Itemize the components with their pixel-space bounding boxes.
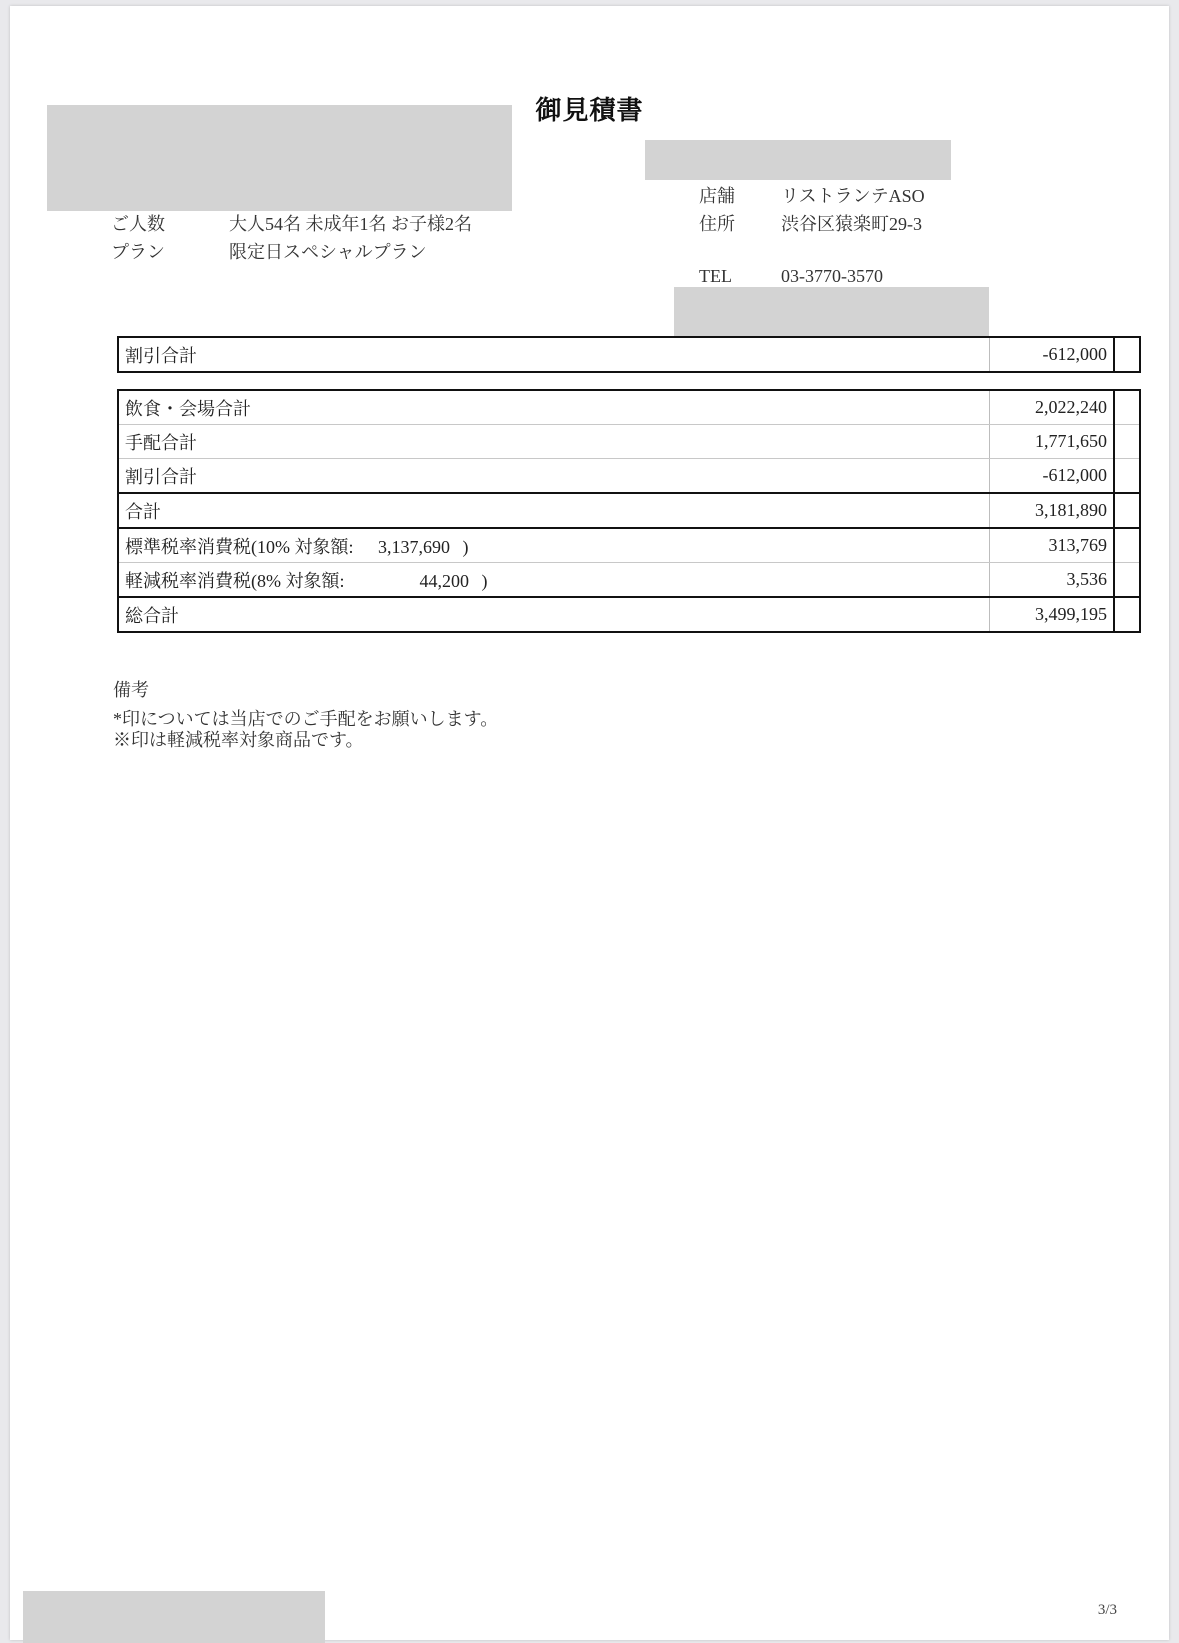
blank-cell [1114,337,1140,372]
customer-info [111,210,531,270]
blank-cell [1114,563,1140,598]
tel-label: TEL [699,266,732,286]
redacted-customer-name [47,105,512,211]
subtotal-row [118,493,1140,528]
plan-label: プラン [111,242,165,262]
food-venue-amount: 2,022,240 [990,390,1115,425]
standard-tax-row [118,528,1140,563]
standard-tax-amount: 313,769 [990,528,1115,563]
grand-total-amount: 3,499,195 [990,597,1115,632]
discount-summary-table [117,336,1141,373]
blank-cell [1114,425,1140,459]
discount-box-amount: -612,000 [990,337,1115,372]
document-title: 御見積書 [535,96,644,126]
redacted-contact [674,287,989,337]
blank-cell [1114,597,1140,632]
discount-total-amount: -612,000 [990,459,1115,494]
standard-tax-base: 3,137,690 [378,536,450,557]
redacted-date [645,140,951,180]
grand-total-label: 総合計 [118,597,990,632]
discount-box-label: 割引合計 [118,337,990,372]
discount-total-label: 割引合計 [118,459,990,494]
blank-cell [1114,390,1140,425]
reduced-tax-amount: 3,536 [990,563,1115,598]
remarks-line-1: *印については当店でのご手配をお願いします。 [113,709,499,729]
standard-tax-text: 標準税率消費税(10% 対象額: [125,536,354,557]
reduced-tax-row [118,563,1140,598]
page-number: 3/3 [1097,1602,1117,1618]
standard-tax-label [118,528,990,563]
remarks [113,680,498,751]
remarks-line-2: ※印は軽減税率対象商品です。 [113,730,364,750]
redacted-footer [23,1591,325,1643]
arrangement-amount: 1,771,650 [990,425,1115,459]
store-value: リストランテASO [781,186,925,206]
discount-total-row [118,459,1140,494]
remarks-heading: 備考 [113,680,149,700]
store-info [699,182,959,292]
plan-value: 限定日スペシャルプラン [229,242,427,262]
grand-total-row [118,597,1140,632]
blank-cell [1114,493,1140,528]
reduced-tax-base: 44,200 [419,570,469,591]
blank-cell [1114,459,1140,494]
reduced-tax-close-paren: ) [481,570,488,591]
address-value: 渋谷区猿楽町29-3 [781,214,922,234]
standard-tax-close-paren: ) [462,536,469,557]
store-label: 店舗 [699,186,735,206]
tel-value: 03-3770-3570 [781,266,883,286]
address-label: 住所 [699,214,735,234]
guests-label: ご人数 [111,214,165,234]
subtotal-label: 合計 [118,493,990,528]
arrangement-label: 手配合計 [118,425,990,459]
guests-value: 大人54名 未成年1名 お子様2名 [229,214,472,234]
discount-row [118,337,1140,372]
estimate-page [10,6,1169,1640]
blank-cell [1114,528,1140,563]
totals-table [117,389,1141,633]
reduced-tax-text: 軽減税率消費税(8% 対象額: [125,570,345,591]
reduced-tax-label [118,563,990,598]
food-venue-row [118,390,1140,425]
food-venue-label: 飲食・会場合計 [118,390,990,425]
subtotal-amount: 3,181,890 [990,493,1115,528]
arrangement-row [118,425,1140,459]
